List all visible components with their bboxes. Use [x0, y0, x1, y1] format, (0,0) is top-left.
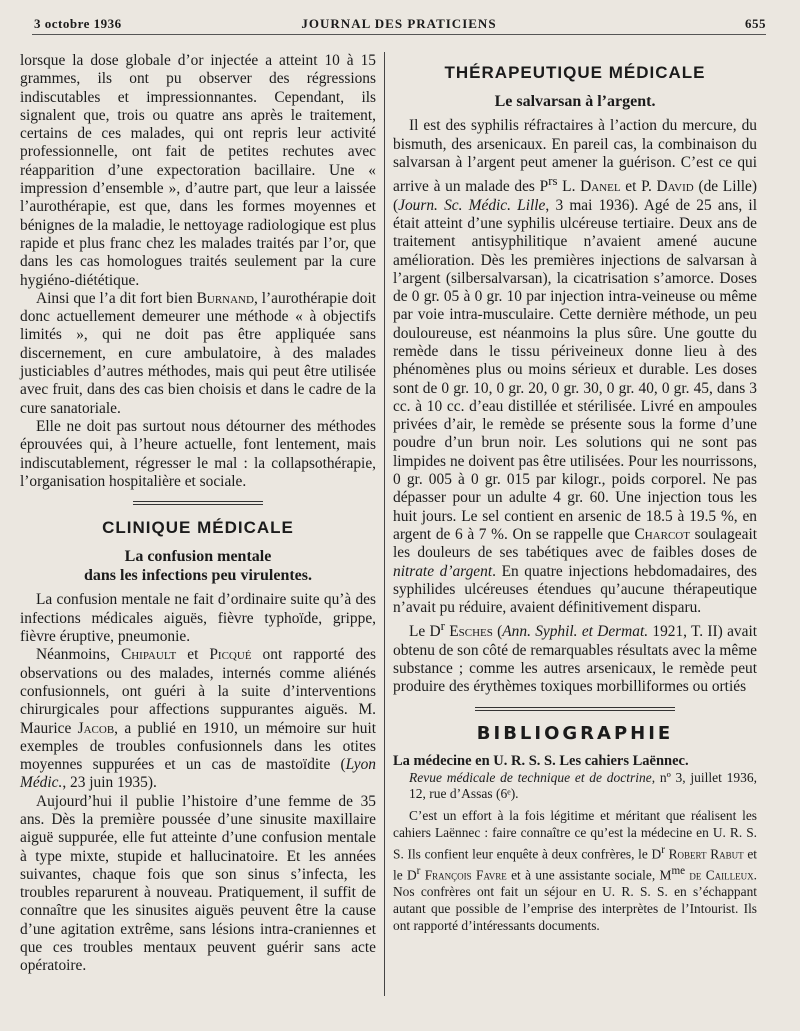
page-number: 655 [745, 16, 766, 31]
article-title-salvarsan: Le salvarsan à l’argent. [494, 93, 656, 111]
author-name: Burnand [196, 289, 254, 307]
journal-title: JOURNAL DES PRATICIENS [301, 16, 497, 31]
section-heading-bibliographie: BIBLIOGRAPHIE [476, 722, 674, 744]
paragraph-aurotherapy-results: lorsque la dose globale d’or injectée a atteint 10 à 15 grammes, ils ont pu observer des régressions indiscutables et impressionnantes. Cependant, ils signalent que, trois ou quatre ans après le traitement, certains de ces malades, qui ont repris leur activité professionnelle, ont fait de petites rechutes avec réapparition d’une expectoration bacillaire. Une « impression d’ensemble », d’autre part, que leur a laissée l’aurothérapie, est que, dans les formes moyennes et bénignes de la maladie, le nettoyage radiologique est plus rapide et plus franc chez les malades traités par l’or, que dans les cas homologues traités seulement par la cure hygiéno-diététique. [20, 52, 376, 289]
paragraph-collapsotherapy: Elle ne doit pas surtout nous détourner des méthodes éprouvées qui, à l’heure actuelle, font lentement, mais indiscutablement, régresser le mal : la collapsothérapie, l’organisation hospitalière et sociale. [20, 417, 376, 490]
issue-date: 3 octobre 1936 [34, 16, 122, 31]
bibliography-title: La médecine en U. R. S. S. Les cahiers Laënnec. [393, 753, 689, 770]
section-separator [475, 707, 675, 711]
paragraph-confusion-intro: La confusion mentale ne fait d’ordinaire suite qu’à des infections médicales aiguës, fièvre typhoïde, grippe, fièvre éruptive, pneumonie. [20, 591, 376, 646]
section-heading-clinique: CLINIQUE MÉDICALE [102, 518, 294, 538]
paragraph-case-35: Aujourd’hui il publie l’histoire d’une femme de 35 ans. Dès la première poussée d’une sinusite maxillaire aiguë suppurée, elle fut atteinte d’une confusion mentale à type mixte, stupide et hallucinatoire. Et les années suivantes, chaque fois que son sinus s’infecta, les troubles reparurent à nouveau. Pratiquement, il suffit de connaître que les sinusites aiguës peuvent être la cause d’une agitation extrême, sans lésions intra-craniennes et que ces troubles mentaux peuvent guérir sans acte opératoire. [20, 792, 376, 975]
article-title-confusion: La confusion mentale dans les infections peu virulentes. [83, 548, 312, 585]
column-divider [384, 52, 385, 996]
section-heading-therapeutique: THÉRAPEUTIQUE MÉDICALE [444, 63, 706, 82]
paragraph-burnand: Ainsi que l’a dit fort bien Burnand, l’aurothérapie doit donc actuellement demeurer une méthode « à objectifs limités », qui ne doit pas être appliquée sans discernement, en cure ambulatoire, à des malades justiciables d’autres méthodes, mais qui peut être utilisée avec fruit, dans des cas bien choisis et dans le cadre de la cure sanatoriale. [20, 289, 377, 417]
bibliography-source: Revue médicale de technique et de doctrine, nº 3, juillet 1936, 12, rue d’Assas (6ᵉ). [409, 770, 757, 802]
bibliography-review: C’est un effort à la fois légitime et méritant que réalisent les cahiers Laënnec : faire connaître ce qu’est la médecine en U. R. S. S. Ils confient leur enquête à deux confrères, le $D^r$ Robert Rabut et le $D^r$ François Favre et à une assistante sociale, $M^{me}$ de Cailleux. Nos confrères ont fait un séjour en U. R. S. S. en s’échappant autant que possible de l’emprise des interprètes de l’Intourist. Ils ont rapporté d’intéressants documents. [393, 808, 758, 933]
section-separator [133, 501, 263, 505]
right-column [393, 52, 757, 935]
paragraph-salvarsan: Il est des syphilis réfractaires à l’action du mercure, du bismuth, des arsenicaux. En pareil cas, la combinaison du salvarsan à l’argent peut amener la guérison. C’est ce qui arrive à un malade des $P^{rs}$ L. Danel et P. David (de Lille) (Journ. Sc. Médic. Lille, 3 mai 1936). Agé de 25 ans, il était atteint d’une syphilis ulcéreuse tertiaire. Deux ans de traitement antisyphilitique n’avaient amené aucune amélioration. Dès les premières injections de salvarsan à l’argent (silbersalvarsan), la cicatrisation s’amorce. Doses de 0 gr. 05 à 0 gr. 10 par injection intra-veineuse ou même par voie intra-musculaire. Cette dernière méthode, un peu douloureuse, est néanmoins la plus sûre. Une goutte du remède dans le tissu périveineux donne lieu à des phénomènes plus ou moins sérieux et durable. Les doses sont de 0 gr. 10, 0 gr. 20, 0 gr. 30, 0 gr. 40, 0 gr. 45, dans 3 cc. à 10 cc. d’eau distillée et stérilisée. Livré en ampoules privées d’air, le remède se présente sous la forme d’une poudre d’un brun noir. Les solutions qui ne sont pas limpides ne doivent pas être utilisées. Pour les nourrissons, 0 gr. 005 à 0 gr. 015 par kilogr., poids corporel. Ne pas dépasser pour un adulte 4 gr. 60. Une injection tous les huit jours. Le sel contient en arsenic de 18.5 à 19.5 %, en argent de 6 à 7 %. On se rappelle que Charcot soulageait les douleurs de ses tabétiques avec de faibles doses de nitrate d’argent. En quatre injections hebdomadaires, des syphilides ulcéreuses étendues qu’aucune thérapeutique n’avait pu réduire, avaient définitivement disparu. [393, 117, 757, 617]
running-header [32, 12, 766, 35]
left-column [20, 52, 376, 976]
paragraph-esches: Le $D^r$ Esches (Ann. Syphil. et Dermat. 1921, T. II) avait obtenu de son côté de remarquables résultats avec la même substance ; comme les autres arsenicaux, le remède peut produire des érythèmes toxiques morbilliformes ou ortiés [393, 619, 757, 696]
paragraph-chipault: Néanmoins, Chipault et Picqué ont rapporté des observations ou des malades, internés comme aliénés confusionnels, ont guéri à la suite d’interventions chirurgicales pour affections suppurantes aiguës. M. Maurice Jacob, a publié en 1910, un mémoire sur huit exemples de troubles confusionnels dans les otites moyennes suppurées et un cas de mastoïdite (Lyon Médic., 23 juin 1935). [20, 646, 377, 792]
